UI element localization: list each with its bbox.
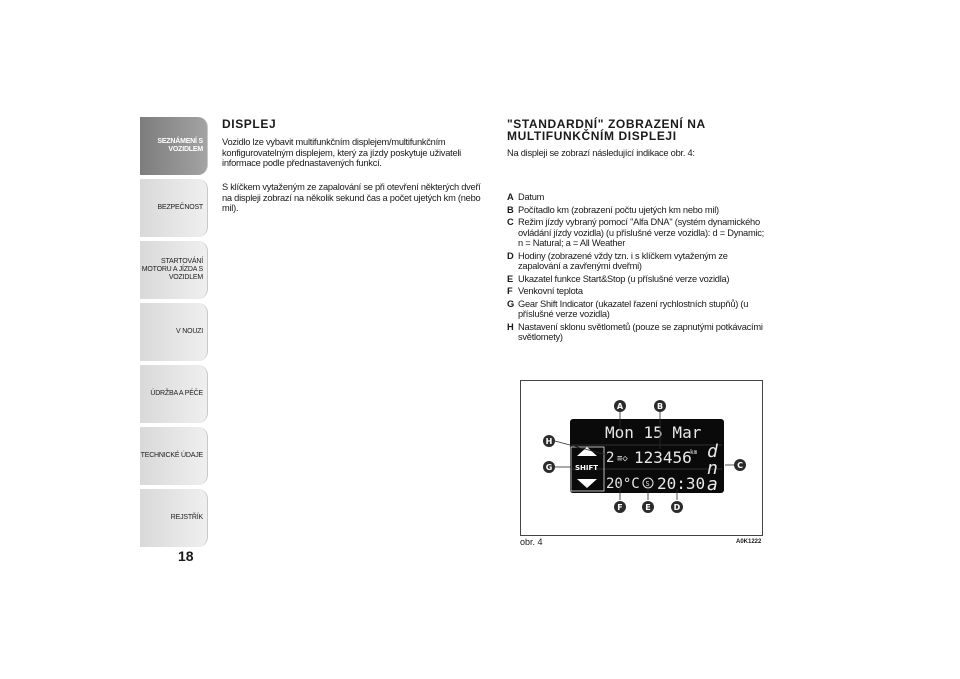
figure-caption: obr. 4 — [520, 537, 543, 547]
paragraph-2: S klíčkem vytaženým ze zapalování se při otevření některých dveří na displeji zobrazí na několik sekund čas a počet ujetých km (nebo mil). — [222, 182, 481, 213]
indication-list — [507, 192, 765, 345]
tab-v-nouzi[interactable] — [140, 303, 208, 361]
list-item: B Počítadlo km (zobrazení počtu ujetých km nebo mil) — [507, 204, 719, 215]
list-item: E Ukazatel funkce Start&Stop (u příslušné verze vozidla) — [507, 273, 730, 284]
tab-label: REJSTŘÍK — [170, 514, 203, 521]
list-item: D Hodiny (zobrazené vždy tzn. i s klíčkem vytaženým ze zapalování a zavřenými dveřmi) — [507, 250, 728, 271]
mode-a: a — [707, 474, 718, 495]
mode-n: n — [707, 458, 718, 479]
callout-c-label: C — [737, 461, 743, 470]
callout-f-label: F — [617, 503, 623, 512]
shift-label: SHIFT — [575, 464, 599, 472]
odometer-value: 123456 — [634, 448, 692, 467]
section-title-standard-line2: MULTIFUNKČNÍM DISPLEJI — [507, 129, 677, 143]
headlight-icon: ≡◇ — [617, 454, 628, 464]
tab-udrzba-a-pece[interactable] — [140, 365, 208, 423]
section-title-displej: DISPLEJ — [222, 117, 277, 131]
display-diagram — [521, 381, 762, 535]
section-title-standard-line1: "STANDARDNÍ" ZOBRAZENÍ NA — [507, 117, 706, 131]
intro-text: Na displeji se zobrazí následující indikace obr. 4: — [507, 148, 695, 158]
tab-seznameni-s-vozidlem[interactable] — [140, 117, 208, 175]
page-number: 18 — [178, 548, 194, 564]
tab-technicke-udaje[interactable] — [140, 427, 208, 485]
tab-bezpecnost[interactable] — [140, 179, 208, 237]
tab-label: SEZNÁMENÍ S VOZIDLEM — [157, 138, 203, 153]
figure-display-illustration — [520, 380, 763, 536]
figure-code: A0K1222 — [736, 539, 762, 545]
paragraph-1: Vozidlo lze vybavit multifunkčním displejem/multifunkčním konfigurovatelným displejem, který za jízdy poskytuje uživateli informace podle přednastavených funkcí. — [222, 137, 461, 168]
tab-label: BEZPEČNOST — [157, 204, 203, 211]
callout-d-label: D — [673, 503, 681, 512]
odometer-unit: km — [690, 449, 698, 456]
tab-label: ÚDRŽBA A PÉČE — [150, 390, 203, 397]
callout-a-label: A — [616, 402, 624, 411]
list-item: A Datum — [507, 192, 545, 202]
start-stop-letter: S — [645, 480, 650, 488]
callout-e-label: E — [645, 503, 651, 512]
outside-temperature: 20°C — [606, 476, 640, 492]
mode-d: d — [707, 441, 718, 462]
tab-startovani[interactable] — [140, 241, 208, 299]
tab-label: TECHNICKÉ ÚDAJE — [140, 452, 203, 459]
list-item: C Režim jízdy vybraný pomocí "Alfa DNA" (systém dynamického ovládání jízdy vozidla) (u příslušné verze vozidla): d = Dynamic; n = Natural; a = All Weather — [507, 217, 764, 248]
callout-b-label: B — [656, 402, 664, 411]
tab-label: STARTOVÁNÍ MOTORU A JÍZDA S VOZIDLEM — [141, 258, 203, 281]
callout-g-label: G — [545, 463, 553, 472]
list-item: G Gear Shift Indicator (ukazatel řazení rychlostních stupňů) (u příslušné verze vozidla) — [507, 298, 749, 319]
headlight-level: 2 — [606, 450, 615, 466]
display-date: Mon 15 Mar — [605, 423, 702, 442]
callout-h-label: H — [545, 437, 553, 446]
tab-label: V NOUZI — [176, 328, 203, 335]
tab-rejstrik[interactable] — [140, 489, 208, 547]
clock-value: 20:30 — [657, 474, 706, 493]
list-item: F Venkovní teplota — [507, 286, 583, 296]
list-item: H Nastavení sklonu světlometů (pouze se zapnutými potkávacími světlomety) — [507, 321, 763, 342]
chapter-sidebar — [140, 117, 208, 551]
